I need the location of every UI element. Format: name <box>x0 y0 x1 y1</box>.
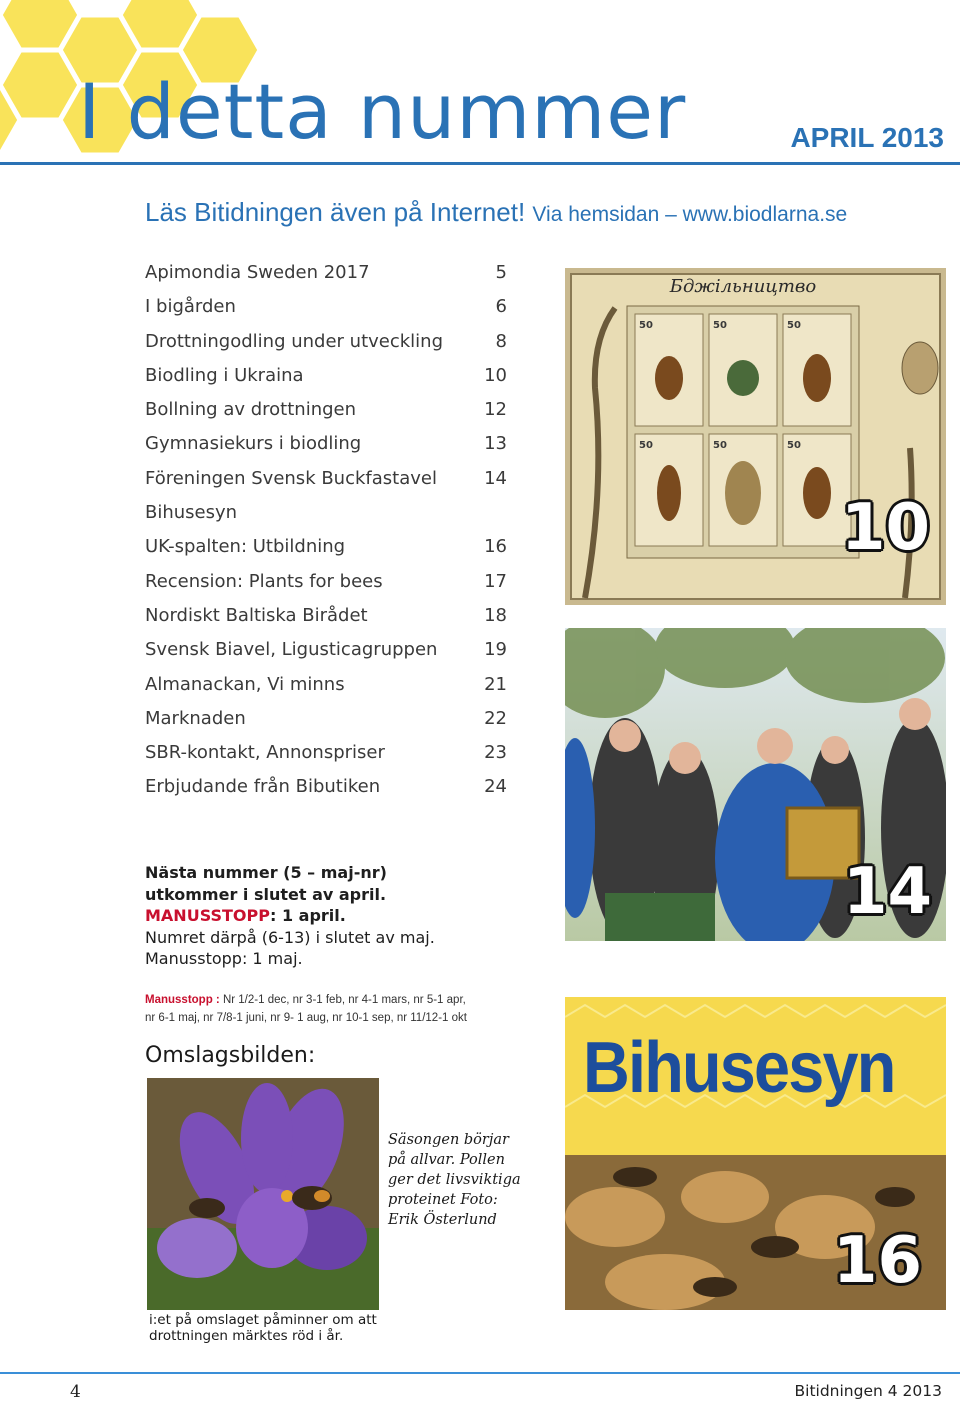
deadlines-line1: Nr 1/2-1 dec, nr 3-1 feb, nr 4-1 mars, nr 5-1 apr, <box>222 994 466 1006</box>
toc-row[interactable] <box>145 296 507 330</box>
next-issue-info <box>145 862 435 970</box>
toc-title: Apimondia Sweden 2017 <box>145 262 370 283</box>
stamps-title: Бджільництво <box>669 276 817 297</box>
svg-text:50: 50 <box>787 320 801 331</box>
toc-page: 16 <box>484 536 507 558</box>
issue-date: APRIL 2013 <box>790 122 944 153</box>
toc-title: Gymnasiekurs i biodling <box>145 433 362 455</box>
svg-text:50: 50 <box>713 440 727 451</box>
toc-row[interactable] <box>145 468 507 502</box>
toc-page: 22 <box>484 707 507 729</box>
toc-title: Almanackan, Vi minns <box>145 673 345 695</box>
svg-text:50: 50 <box>713 320 727 331</box>
toc-title: Svensk Biavel, Ligusticagruppen <box>145 639 438 661</box>
toc-title: Nordiskt Baltiska Birådet <box>145 604 368 626</box>
svg-text:50: 50 <box>639 440 653 451</box>
toc-row[interactable] <box>145 262 507 296</box>
cover-note-line2: drottningen märktes röd i år. <box>149 1328 344 1344</box>
toc-page: 21 <box>484 673 507 695</box>
manusstopp-label: MANUSSTOPP <box>145 906 270 925</box>
toc-title: Föreningen Svensk Buckfastavel <box>145 467 437 489</box>
publication-name: Bitidningen 4 2013 <box>794 1382 942 1400</box>
page-number-14: 14 <box>842 855 932 929</box>
toc-page: 8 <box>495 330 507 352</box>
toc-page: 23 <box>484 742 507 764</box>
cover-crocus-photo <box>147 1078 379 1310</box>
internet-notice <box>145 197 847 228</box>
toc-row[interactable] <box>145 536 507 570</box>
toc-row[interactable] <box>145 399 507 433</box>
beekeepers-photo <box>565 628 946 941</box>
ukraine-stamps-photo <box>565 268 946 605</box>
toc-page: 5 <box>495 262 507 283</box>
toc-title: Bollning av drottningen <box>145 399 357 421</box>
page-number-10: 10 <box>840 491 930 565</box>
toc-row[interactable] <box>145 742 507 776</box>
stamp-sheet <box>627 306 859 558</box>
toc-page: 10 <box>484 364 507 386</box>
toc-row[interactable] <box>145 639 507 673</box>
toc-row[interactable] <box>145 365 507 399</box>
next-issue-line1: Nästa nummer (5 – maj-nr) <box>145 863 387 882</box>
toc-page: 12 <box>484 399 507 421</box>
cover-heading: Omslagsbilden: <box>145 1043 316 1068</box>
deadlines-line2: nr 6-1 maj, nr 7/8-1 juni, nr 9- 1 aug, nr 10-1 sep, nr 11/12-1 okt <box>145 1012 467 1024</box>
toc-row[interactable] <box>145 571 507 605</box>
bihusesyn-title: Bihusesyn <box>583 1028 895 1108</box>
page-title: I detta nummer <box>78 67 687 156</box>
toc-title: UK-spalten: Utbildning <box>145 536 346 558</box>
internet-headline: Läs Bitidningen även på Internet! <box>145 197 526 227</box>
toc-title: Drottningodling under utveckling <box>145 330 444 352</box>
cover-note <box>149 1312 377 1344</box>
toc-title: Erbjudande från Bibutiken <box>145 776 381 798</box>
svg-text:50: 50 <box>639 320 653 331</box>
toc-title: Biodling i Ukraina <box>145 364 304 386</box>
toc-row[interactable] <box>145 605 507 639</box>
next-issue-line2: utkommer i slutet av april. <box>145 884 387 904</box>
footer-rule <box>0 1372 960 1374</box>
cover-note-line1: i:et på omslaget påminner om att <box>149 1312 377 1328</box>
toc-page: 14 <box>484 467 507 489</box>
toc-row[interactable] <box>145 674 507 708</box>
toc-title: Marknaden <box>145 707 246 729</box>
toc-page: 13 <box>484 433 507 455</box>
deadlines-label: Manusstopp : <box>145 994 220 1006</box>
svg-text:50: 50 <box>787 440 801 451</box>
cover-caption: Säsongen börjar på allvar. Pollen ger det livsviktiga proteinet Foto: Erik Österlund <box>388 1132 521 1228</box>
toc-page: 19 <box>484 639 507 661</box>
toc-row[interactable] <box>145 776 507 810</box>
next-issue-line4: Numret därpå (6-13) i slutet av maj. <box>145 927 435 947</box>
toc-title: SBR-kontakt, Annonspriser <box>145 742 385 764</box>
next-issue-line5: Manusstopp: 1 maj. <box>145 949 303 968</box>
page-number-16: 16 <box>832 1224 922 1298</box>
page-number: 4 <box>70 1382 81 1402</box>
website-link[interactable]: Via hemsidan – www.biodlarna.se <box>532 203 848 226</box>
toc-row[interactable] <box>145 433 507 467</box>
toc-row[interactable] <box>145 708 507 742</box>
toc-row[interactable] <box>145 502 507 536</box>
manusstopp-date: : 1 april. <box>269 906 346 925</box>
toc-page: 24 <box>484 776 507 798</box>
toc-row[interactable] <box>145 331 507 365</box>
toc-title: Bihusesyn <box>145 502 238 524</box>
header-rule <box>0 162 960 165</box>
table-of-contents <box>145 262 507 811</box>
toc-page: 18 <box>484 604 507 626</box>
bihusesyn-photo <box>565 997 946 1310</box>
toc-page: 17 <box>484 570 507 592</box>
deadlines-list <box>145 991 467 1027</box>
toc-page: 6 <box>495 296 507 318</box>
toc-title: Recension: Plants for bees <box>145 570 383 592</box>
toc-title: I bigården <box>145 296 236 318</box>
